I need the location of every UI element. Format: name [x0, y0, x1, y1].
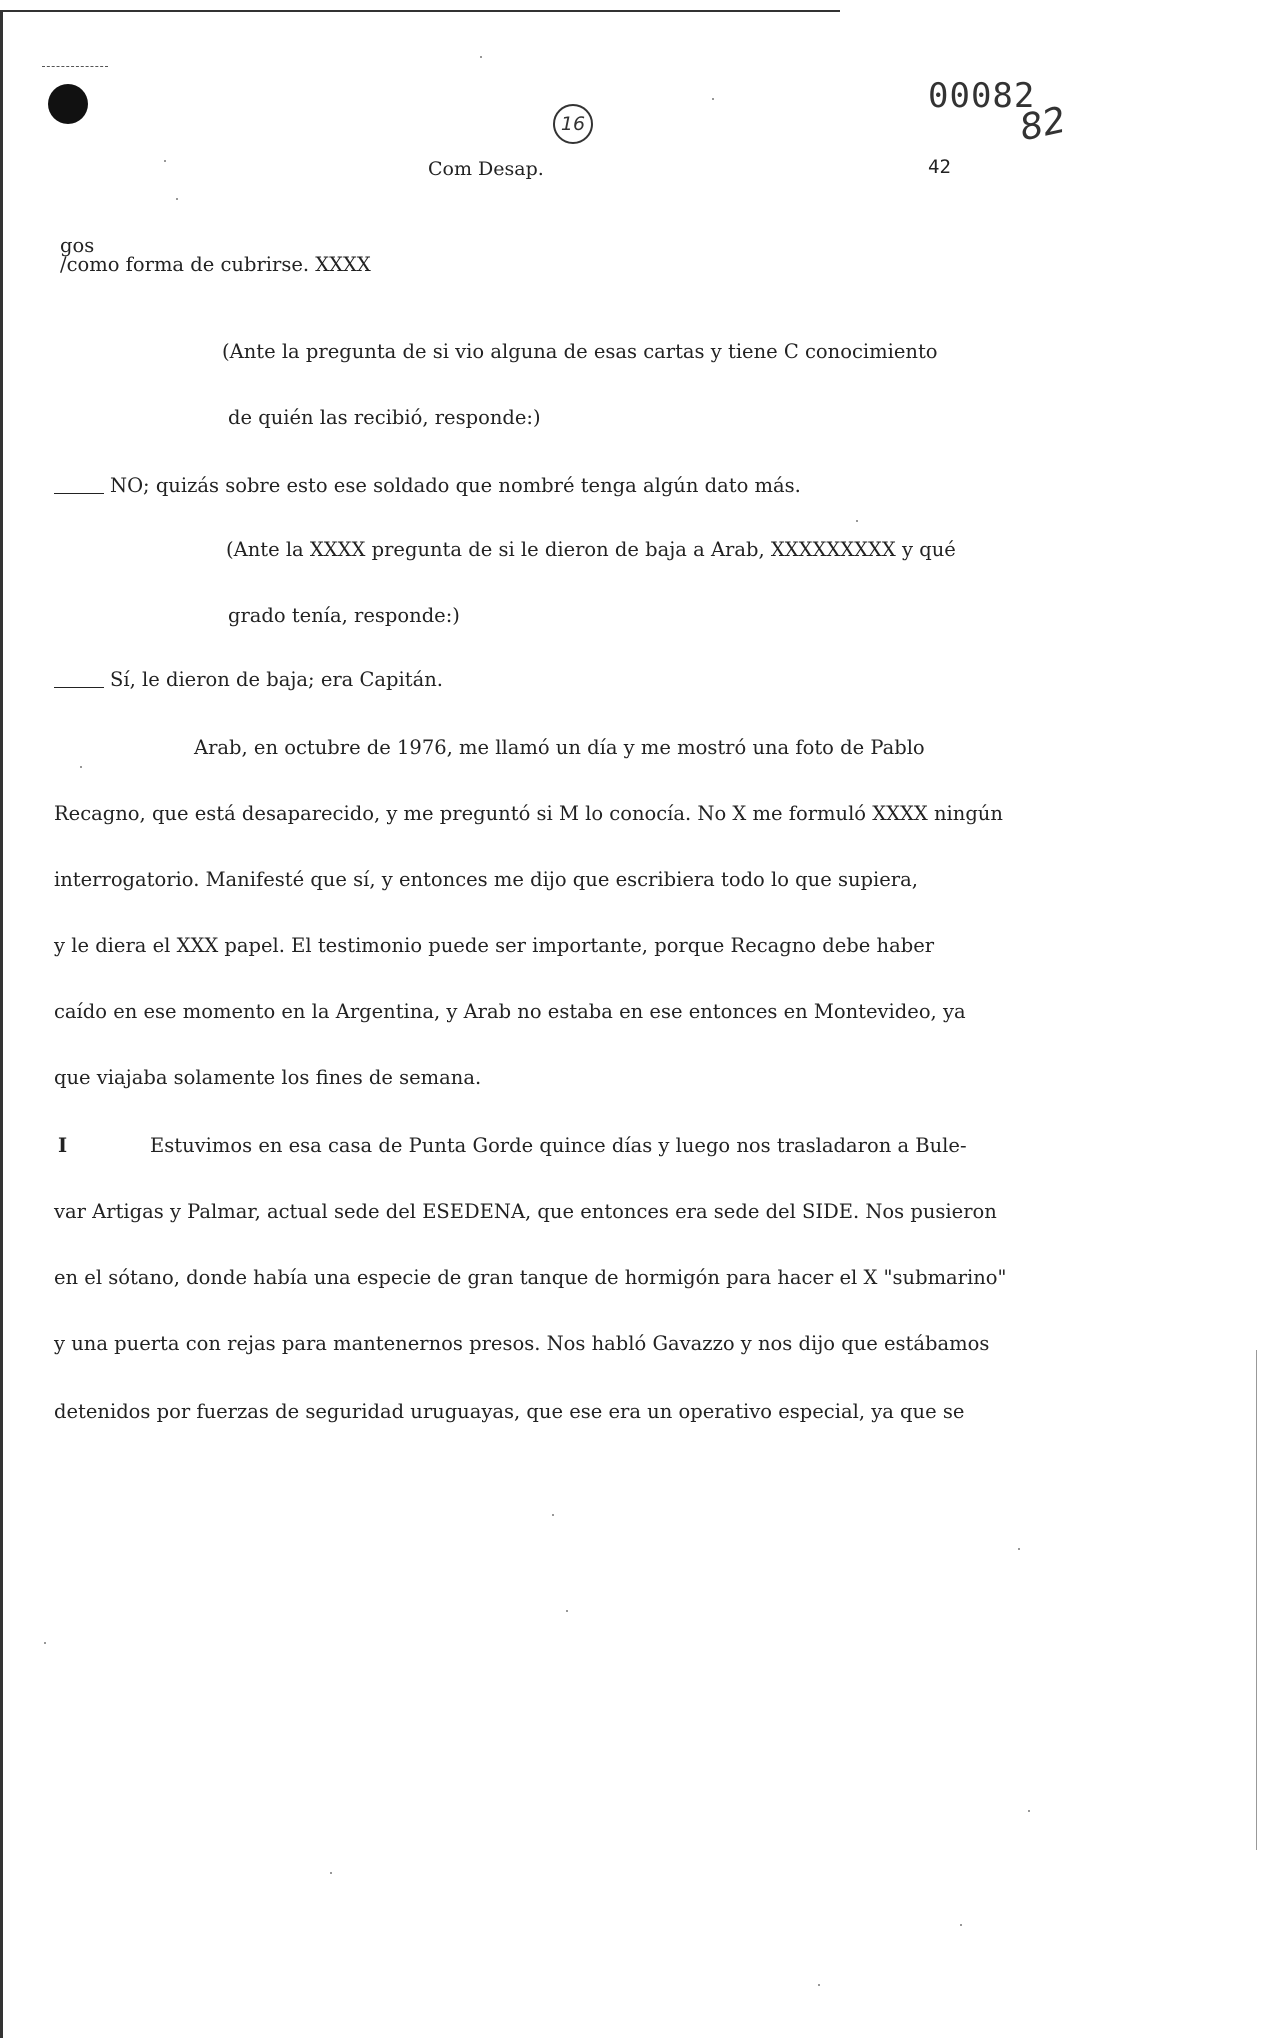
scan-speck: [566, 1610, 568, 1612]
text-line: en el sótano, donde había una especie de gran tanque de hormigón para hacer el X "submarino": [54, 1266, 1007, 1289]
scan-speck: [856, 520, 858, 522]
text-line: y una puerta con rejas para mantenernos presos. Nos habló Gavazzo y nos dijo que estábamos: [54, 1332, 990, 1355]
answer-dash: [54, 687, 104, 688]
page-border-left: [0, 10, 3, 2038]
scan-speck: [164, 160, 166, 162]
scan-speck: [44, 1642, 46, 1644]
page-border-right: [1256, 1350, 1257, 1850]
text-line: que viajaba solamente los fines de semana.: [54, 1066, 482, 1089]
answer-line: [54, 474, 801, 497]
document-header-title: Com Desap.: [428, 158, 544, 180]
scan-speck: [712, 98, 714, 100]
text-line: interrogatorio. Manifesté que sí, y entonces me dijo que escribiera todo lo que supiera,: [54, 868, 918, 891]
circled-page-number: 16: [553, 104, 593, 144]
scan-speck: [1018, 1548, 1020, 1550]
scan-speck: [480, 56, 482, 58]
text-line: y le diera el XXX papel. El testimonio puede ser importante, porque Recagno debe haber: [54, 934, 935, 957]
text-line: Arab, en octubre de 1976, me llamó un día y me mostró una foto de Pablo: [194, 736, 925, 759]
page-border-top: [0, 10, 840, 12]
text-line: detenidos por fuerzas de seguridad uruguayas, que ese era un operativo especial, ya que se: [54, 1400, 965, 1423]
answer-text: NO; quizás sobre esto ese soldado que nombré tenga algún dato más.: [110, 474, 801, 497]
scan-speck: [1028, 1810, 1030, 1812]
text-line: caído en ese momento en la Argentina, y Arab no estaba en ese entonces en Montevideo, ya: [54, 1000, 966, 1023]
text-line: de quién las recibió, responde:): [228, 406, 541, 429]
scan-speck: [176, 198, 178, 200]
scan-speck: [818, 1984, 820, 1986]
answer-text: Sí, le dieron de baja; era Capitán.: [110, 668, 443, 691]
scan-speck: [960, 1924, 962, 1926]
scan-speck: [80, 766, 82, 768]
handwritten-number: 82: [1016, 99, 1070, 150]
text-line: Recagno, que está desaparecido, y me preguntó si M lo conocía. No X me formuló XXXX ningún: [54, 802, 1003, 825]
scan-speck: [552, 1514, 554, 1516]
text-line: (Ante la pregunta de si vio alguna de esas cartas y tiene C conocimiento: [222, 340, 938, 363]
text-line: grado tenía, responde:): [228, 604, 460, 627]
scan-speck: [330, 1872, 332, 1874]
text-line: /como forma de cubrirse. XXXX: [60, 253, 371, 276]
punch-hole-icon: [48, 84, 88, 124]
answer-dash: [54, 493, 104, 494]
text-line: Estuvimos en esa casa de Punta Gorde quince días y luego nos trasladaron a Bule-: [150, 1134, 967, 1157]
text-line: var Artigas y Palmar, actual sede del ESEDENA, que entonces era sede del SIDE. Nos pusieron: [54, 1200, 997, 1223]
margin-mark: I: [58, 1134, 68, 1157]
archive-stamp-number: 00082: [928, 76, 1036, 116]
answer-line: [54, 668, 443, 691]
text-line: gos: [60, 234, 95, 257]
page-number: 42: [928, 156, 951, 178]
scan-artifact-dash: [42, 66, 108, 68]
text-line: (Ante la XXXX pregunta de si le dieron de baja a Arab, XXXXXXXXX y qué: [226, 538, 956, 561]
